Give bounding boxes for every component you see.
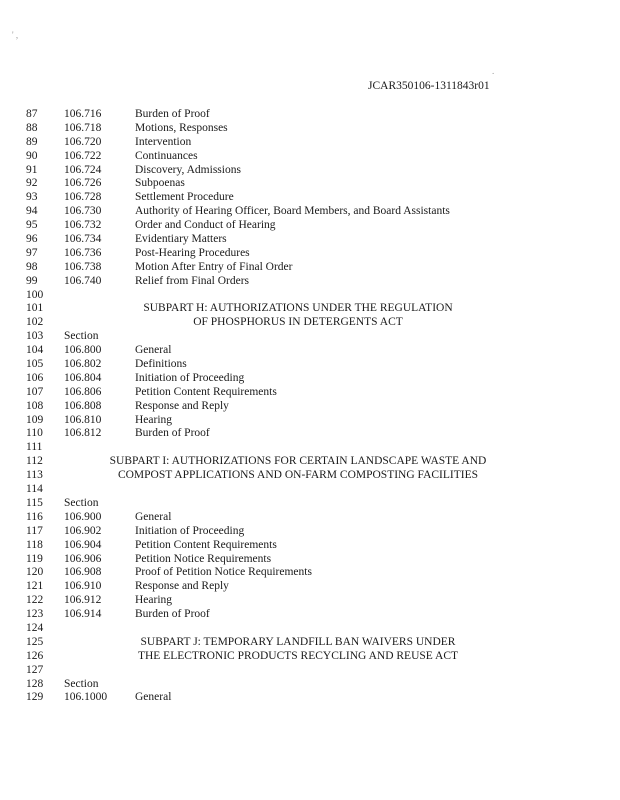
- section-title: Petition Notice Requirements: [135, 552, 272, 565]
- line-number: 90: [26, 149, 38, 162]
- document-line: [0, 580, 620, 594]
- document-line: [0, 525, 620, 539]
- section-number: 106.808: [64, 399, 102, 412]
- line-number: 99: [26, 274, 38, 287]
- section-title: General: [135, 510, 172, 523]
- line-number: 126: [26, 649, 44, 662]
- section-number: 106.720: [64, 135, 102, 148]
- table-of-contents: [0, 108, 620, 705]
- document-line: [0, 511, 620, 525]
- line-number: 129: [26, 691, 44, 704]
- section-title: Definitions: [135, 358, 187, 371]
- line-number: 104: [26, 344, 44, 357]
- line-number: 105: [26, 358, 44, 371]
- document-line: [0, 608, 620, 622]
- document-line: [0, 136, 620, 150]
- document-id: JCAR350106-1311843r01: [368, 80, 490, 92]
- document-line: [0, 330, 620, 344]
- line-number: 89: [26, 135, 38, 148]
- section-title: Motion After Entry of Final Order: [135, 260, 293, 273]
- line-number: 95: [26, 219, 38, 232]
- section-number: 106.810: [64, 413, 102, 426]
- section-number: 106.802: [64, 358, 102, 371]
- line-number: 107: [26, 385, 44, 398]
- section-number: 106.728: [64, 191, 102, 204]
- document-line: [0, 344, 620, 358]
- section-label: Section: [64, 496, 99, 509]
- section-number: 106.906: [64, 552, 102, 565]
- line-number: 113: [26, 469, 43, 482]
- document-line: [0, 566, 620, 580]
- document-line: [0, 553, 620, 567]
- section-number: 106.716: [64, 108, 102, 120]
- document-line: [0, 275, 620, 289]
- section-title: Burden of Proof: [135, 427, 210, 440]
- document-line: [0, 636, 620, 650]
- line-number: 124: [26, 621, 44, 634]
- document-line: [0, 594, 620, 608]
- subpart-heading: OF PHOSPHORUS IN DETERGENTS ACT: [193, 316, 403, 329]
- line-number: 91: [26, 163, 38, 176]
- section-title: Response and Reply: [135, 580, 229, 593]
- section-number: 106.914: [64, 608, 102, 621]
- line-number: 101: [26, 302, 44, 315]
- section-title: Hearing: [135, 413, 173, 426]
- document-line: [0, 122, 620, 136]
- section-title: General: [135, 691, 172, 704]
- section-title: Subpoenas: [135, 177, 185, 190]
- section-title: Hearing: [135, 594, 173, 607]
- document-line: [0, 164, 620, 178]
- line-number: 87: [26, 108, 38, 120]
- section-title: Post-Hearing Procedures: [135, 246, 250, 259]
- document-line: [0, 205, 620, 219]
- document-line: [0, 358, 620, 372]
- document-line: [0, 455, 620, 469]
- line-number: 106: [26, 371, 44, 384]
- document-line: [0, 622, 620, 636]
- line-number: 122: [26, 594, 44, 607]
- line-number: 103: [26, 330, 44, 343]
- document-line: [0, 219, 620, 233]
- section-number: 106.900: [64, 510, 102, 523]
- section-number: 106.740: [64, 274, 102, 287]
- document-line: [0, 483, 620, 497]
- line-number: 92: [26, 177, 38, 190]
- document-line: [0, 316, 620, 330]
- line-number: 108: [26, 399, 44, 412]
- section-title: Discovery, Admissions: [135, 163, 241, 176]
- section-title: Response and Reply: [135, 399, 229, 412]
- subpart-heading: SUBPART I: AUTHORIZATIONS FOR CERTAIN LANDSCAPE WASTE AND: [109, 455, 487, 468]
- section-number: 106.912: [64, 594, 102, 607]
- section-number: 106.1000: [64, 691, 108, 704]
- section-title: Motions, Responses: [135, 121, 228, 134]
- section-number: 106.812: [64, 427, 102, 440]
- section-title: Authority of Hearing Officer, Board Members, and Board Assistants: [135, 205, 450, 218]
- document-line: [0, 386, 620, 400]
- document-line: [0, 441, 620, 455]
- document-line: [0, 678, 620, 692]
- section-title: Burden of Proof: [135, 108, 210, 120]
- document-line: [0, 427, 620, 441]
- section-title: Burden of Proof: [135, 608, 210, 621]
- section-number: 106.726: [64, 177, 102, 190]
- section-title: Initiation of Proceeding: [135, 371, 245, 384]
- section-number: 106.722: [64, 149, 102, 162]
- section-number: 106.804: [64, 371, 102, 384]
- section-number: 106.718: [64, 121, 102, 134]
- document-line: [0, 289, 620, 303]
- line-number: 119: [26, 552, 43, 565]
- document-line: [0, 539, 620, 553]
- document-line: [0, 247, 620, 261]
- line-number: 98: [26, 260, 38, 273]
- line-number: 115: [26, 496, 43, 509]
- section-label: Section: [64, 677, 99, 690]
- subpart-heading: COMPOST APPLICATIONS AND ON-FARM COMPOSTING FACILITIES: [117, 469, 479, 482]
- line-number: 111: [26, 441, 43, 454]
- line-number: 100: [26, 288, 44, 301]
- line-number: 121: [26, 580, 44, 593]
- section-number: 106.732: [64, 219, 102, 232]
- line-number: 114: [26, 483, 43, 496]
- line-number: 102: [26, 316, 44, 329]
- section-title: Petition Content Requirements: [135, 385, 277, 398]
- section-title: Petition Content Requirements: [135, 538, 277, 551]
- document-line: [0, 691, 620, 705]
- section-number: 106.902: [64, 524, 102, 537]
- section-number: 106.730: [64, 205, 102, 218]
- line-number: 94: [26, 205, 38, 218]
- section-title: Proof of Petition Notice Requirements: [135, 566, 312, 579]
- document-line: [0, 469, 620, 483]
- section-title: Settlement Procedure: [135, 191, 234, 204]
- line-number: 93: [26, 191, 38, 204]
- line-number: 127: [26, 663, 44, 676]
- subpart-heading: SUBPART H: AUTHORIZATIONS UNDER THE REGULATION: [143, 302, 453, 315]
- document-line: [0, 150, 620, 164]
- scan-mark-top-left: ' ,: [12, 30, 19, 40]
- scan-mark-top-right: .: [492, 66, 495, 76]
- subpart-heading: THE ELECTRONIC PRODUCTS RECYCLING AND REUSE ACT: [137, 649, 459, 662]
- line-number: 109: [26, 413, 44, 426]
- section-title: Evidentiary Matters: [135, 233, 227, 246]
- line-number: 117: [26, 524, 43, 537]
- line-number: 88: [26, 121, 38, 134]
- line-number: 120: [26, 566, 44, 579]
- section-number: 106.738: [64, 260, 102, 273]
- document-line: [0, 191, 620, 205]
- section-number: 106.724: [64, 163, 102, 176]
- document-line: [0, 302, 620, 316]
- section-title: Order and Conduct of Hearing: [135, 219, 276, 232]
- section-title: Relief from Final Orders: [135, 274, 250, 287]
- section-title: Intervention: [135, 135, 192, 148]
- line-number: 116: [26, 510, 43, 523]
- section-number: 106.736: [64, 246, 102, 259]
- line-number: 96: [26, 233, 38, 246]
- subpart-heading: SUBPART J: TEMPORARY LANDFILL BAN WAIVERS UNDER: [140, 635, 456, 648]
- document-line: [0, 664, 620, 678]
- section-title: General: [135, 344, 172, 357]
- document-line: [0, 414, 620, 428]
- section-title: Initiation of Proceeding: [135, 524, 245, 537]
- section-number: 106.806: [64, 385, 102, 398]
- document-line: [0, 233, 620, 247]
- document-line: [0, 177, 620, 191]
- document-line: [0, 650, 620, 664]
- line-number: 118: [26, 538, 43, 551]
- section-number: 106.904: [64, 538, 102, 551]
- document-line: [0, 497, 620, 511]
- document-line: [0, 372, 620, 386]
- document-line: [0, 108, 620, 122]
- section-number: 106.800: [64, 344, 102, 357]
- line-number: 110: [26, 427, 43, 440]
- line-number: 112: [26, 455, 43, 468]
- section-title: Continuances: [135, 149, 198, 162]
- section-number: 106.908: [64, 566, 102, 579]
- line-number: 125: [26, 635, 44, 648]
- line-number: 123: [26, 608, 44, 621]
- section-number: 106.734: [64, 233, 102, 246]
- line-number: 128: [26, 677, 44, 690]
- line-number: 97: [26, 246, 38, 259]
- section-number: 106.910: [64, 580, 102, 593]
- document-line: [0, 261, 620, 275]
- document-line: [0, 400, 620, 414]
- section-label: Section: [64, 330, 99, 343]
